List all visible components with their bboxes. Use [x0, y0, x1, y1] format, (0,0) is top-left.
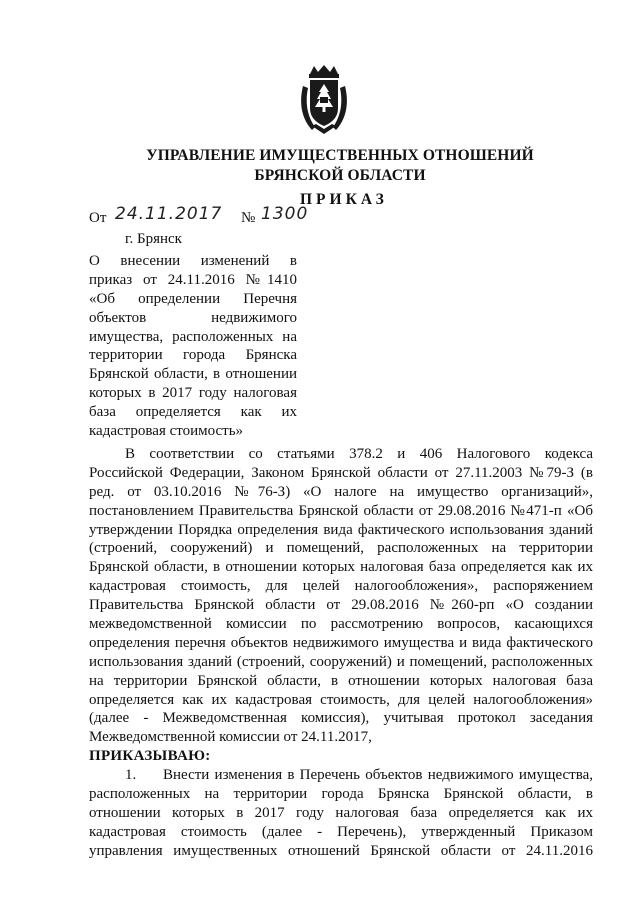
organization-name-line2: БРЯНСКОЙ ОБЛАСТИ: [254, 167, 426, 184]
subject-line: приказ от 24.11.2016 №1410: [89, 271, 297, 288]
subject-line: имущества, расположенных на: [89, 328, 297, 345]
order-directive: ПРИКАЗЫВАЮ:: [89, 748, 211, 765]
item-number: 1.: [125, 767, 137, 784]
subject-line: кадастровая стоимость»: [89, 423, 244, 440]
preamble-line: Российской Федерации, Законом Брянской области от 27.11.2003 №79-З (в: [89, 464, 593, 481]
subject-line: территории города Брянска: [89, 347, 297, 364]
preamble-line: утверждении Порядка определения вида фактического использования зданий: [89, 521, 593, 538]
preamble-line: Правительства Брянской области от 29.08.2016 №260-рп «О создании: [89, 597, 593, 614]
subject-line: база определяется как их: [89, 404, 297, 421]
coat-of-arms-emblem-icon: [298, 64, 350, 136]
subject-line: объектов недвижимого: [89, 309, 297, 326]
item-1-line: отношении которых в 2017 году налоговая база определяется как их: [89, 804, 593, 821]
date-prefix: От: [89, 210, 107, 226]
order-body: [89, 445, 593, 861]
item-1-line: кадастровая стоимость (далее - Перечень), утвержденный Приказом: [89, 823, 593, 840]
preamble-line: определения перечня объектов недвижимого имущества и вида фактического: [89, 634, 593, 651]
preamble-line: на территории Брянской области, в отношении которых налоговая база: [89, 672, 593, 689]
preamble-line: (строений, сооружений) и помещений, расположенных на территории: [89, 540, 593, 557]
preamble-line: В соответствии со статьями 378.2 и 406 Налогового кодекса: [125, 446, 593, 462]
handwritten-date: 24.11.2017: [115, 204, 223, 224]
subject-line: О внесении изменений в: [89, 253, 297, 269]
item-1-text: Внести изменения в Перечень объектов недвижимого имущества,: [163, 767, 593, 784]
preamble-line: (далее - Межведомственная комиссия), учитывая протокол заседания: [89, 710, 593, 727]
preamble-line: использования зданий (строений, сооружений) и помещений, расположенных: [89, 653, 593, 670]
order-subject: [89, 252, 297, 441]
preamble-line: определяется как их кадастровая стоимость, для целей налогообложения»: [89, 691, 593, 708]
preamble-line: постановлением Правительства Брянской области от 29.08.2016 №471-п «Об: [89, 502, 593, 519]
preamble-line: ред. от 03.10.2016 №76-З) «О налоге на имущество организаций»,: [89, 483, 593, 500]
preamble-line: межведомственной комиссии по рассмотрению вопросов, касающихся: [89, 616, 593, 633]
handwritten-number: 1300: [261, 204, 309, 224]
number-prefix: №: [241, 210, 256, 226]
preamble-line: Брянской области, в отношении которых налоговая база определяется как их: [89, 559, 593, 576]
subject-line: Брянской области, в отношении: [89, 366, 297, 383]
preamble-line: Межведомственной комиссии от 24.11.2017,: [89, 729, 372, 746]
preamble-line: кадастровая стоимость, для целей налогообложения», распоряжением: [89, 578, 593, 595]
item-1-line: управления имущественных отношений Брянской области от 24.11.2016: [89, 842, 593, 859]
subject-line: «Об определении Перечня: [89, 290, 297, 307]
city-name: г. Брянск: [125, 231, 182, 247]
item-1-first-line: [89, 766, 593, 785]
document-type-title: ПРИКАЗ: [300, 191, 388, 208]
item-1-line: расположенных на территории города Брянска Брянской области, в: [89, 786, 593, 803]
organization-name-line1: УПРАВЛЕНИЕ ИМУЩЕСТВЕННЫХ ОТНОШЕНИЙ: [146, 147, 534, 164]
subject-line: которых в 2017 году налоговая: [89, 385, 297, 402]
